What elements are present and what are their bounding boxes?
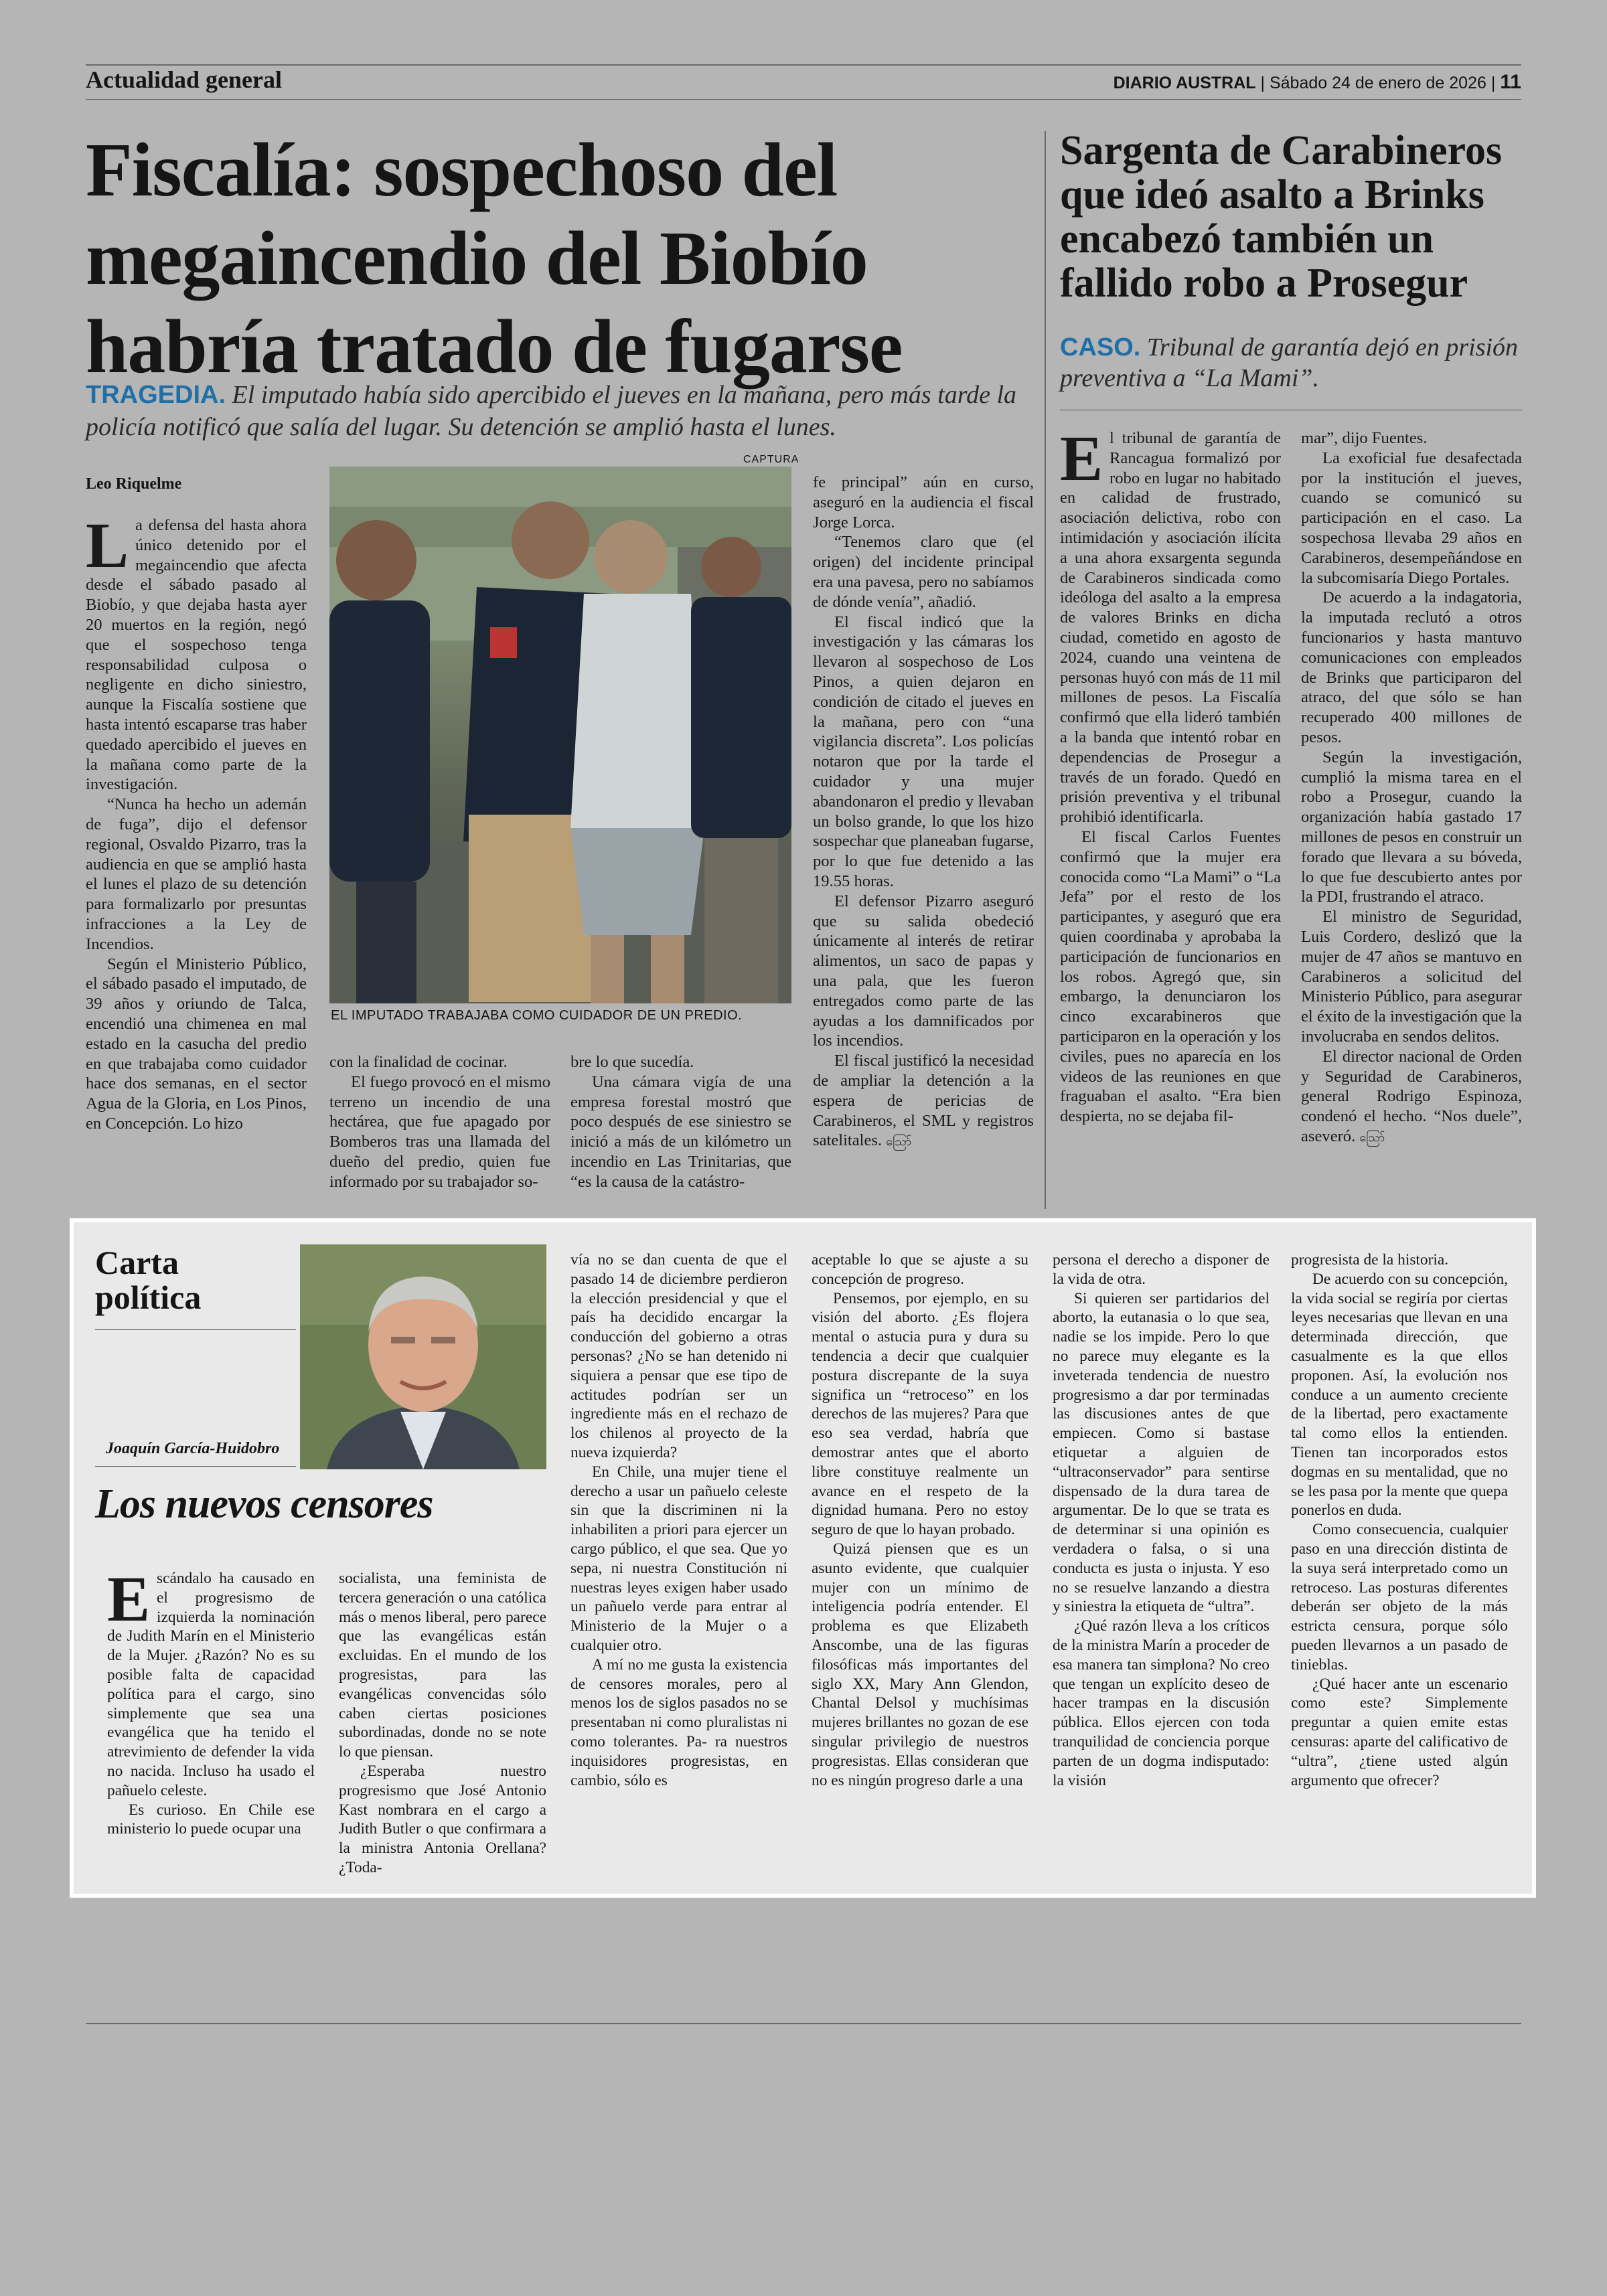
author-rule — [95, 1466, 296, 1467]
photo-caption: EL IMPUTADO TRABAJABA COMO CUIDADOR DE UN PREDIO. — [331, 1008, 743, 1023]
end-mark-icon: ဪ — [886, 1135, 912, 1149]
header-rule — [86, 99, 1521, 100]
news-photo — [329, 467, 791, 1003]
main-byline: Leo Riquelme — [86, 475, 182, 493]
main-headline: Fiscalía: sospechoso del megaincendio del Biobío habría tratado de fugarse — [86, 127, 903, 389]
opinion-col-1: Escándalo ha causado en el progresismo de izquierda la nominación de Judith Marín en el Ministerio de la Mujer. ¿Razón? No es su posible falta de capacidad política para el cargo, sino simplemente que sea una evangélica que ha tenido el atrevimiento de defender la vida no nacida. Incluso ha usado el pañuelo celeste. Es curioso. En Chile ese ministerio lo puede ocupar una — [107, 1563, 315, 1838]
section-label: Actualidad general — [86, 66, 282, 93]
masthead: DIARIO AUSTRAL | Sábado 24 de enero de 2026 | 11 — [1113, 71, 1521, 93]
top-rule — [86, 64, 1521, 66]
bottom-rule — [86, 2023, 1521, 2024]
column-title: Los nuevos censores — [95, 1481, 433, 1527]
column-label-rule — [95, 1329, 296, 1330]
side-kicker: CASO. — [1060, 333, 1141, 361]
dropcap: E — [107, 1563, 151, 1635]
column-label: Carta política — [95, 1244, 202, 1316]
end-mark-icon: ဪ — [1359, 1130, 1385, 1145]
main-col-3: bre lo que sucedía. Una cámara vigía de una empresa forestal mostró que poco después de ese siniestro se inició a más de un kilómetro un incendio en Las Trinitarias, que “es la causa de la catástro- — [570, 1053, 791, 1191]
author-portrait — [300, 1244, 546, 1469]
side-headline: Sargenta de Carabineros que ideó asalto a Brinks encabezó también un fallido robo a Prosegur — [1060, 128, 1503, 306]
opinion-col-5: persona el derecho a disponer de la vida de otra. Si quieren ser partidarios del aborto, la eutanasia o lo que sea, nadie se los impide. Pero lo que no parece muy elegante es la inveterada tendencia de nuestro progresismo a dar por terminadas las discusiones antes de que empiecen. Como si bastase etiquetar a alguien de “ultraconservador” para sentirse dispensado de la dura tarea de argumentar. De lo que se trata es de determinar si una opinión es verdadera o falsa, o si una conducta es justa o injusta. Y eso no se resuelve lanzando a diestra y siniestra la etiqueta de “ultra”. ¿Qué razón lleva a los críticos de la ministra Marín a proceder de esa manera tan simplona? No creo que tengan un explícito deseo de hacer trampas en la discusión pública. Ellos ejercen con toda tranquilidad de conciencia porque parten de un dogma indisputado: la visión — [1053, 1251, 1270, 1789]
main-col-4: fe principal” aún en curso, aseguró en la audiencia el fiscal Jorge Lorca. “Tenemos claro que (el origen) del incidente principal era una pavesa, pero no sabíamos de dónde venía”, añadió. El fiscal indicó que la investigación y las cámaras los llevaron al sospechoso de Los Pinos, a quien dejaron en condición de citado el jueves en la mañana, pero con “una vigilancia discreta”. Los policías notaron que por la tarde el cuidador y una mujer abandonaron el predio y llevaban un bolso grande, lo que los hizo sospechar que planeaban fugarse, por lo que fue detenido a las 19.55 horas. El defensor Pizarro aseguró que su salida obedeció únicamente al interés de retirar alimentos, un saco de papas y una pala, que les fueron entregados como parte de las ayudas a los damnificados por los incendios. El fiscal justificó la necesidad de ampliar la detención a la espera de pericias de Carabineros, el SML y registros satelitales. ဪ — [813, 473, 1034, 1150]
side-dek: CASO. Tribunal de garantía dejó en prisión preventiva a “La Mami”. — [1060, 333, 1519, 392]
main-kicker: TRAGEDIA. — [86, 381, 226, 409]
main-col-1: La defensa del hasta ahora único detenido por el megaincendio que afecta desde el sábado pasado al Biobío, y que dejaba hasta ayer 20 muertos en la región, negó que el sospechoso tenga responsabilidad culposa o negligente en dicho siniestro, aunque la Fiscalía sostiene que hasta intentó escaparse tras haber quedado apercibido el jueves en la mañana como parte de la investigación. “Nunca ha hecho un ademán de fuga”, dijo el defensor regional, Osvaldo Pizarro, tras la audiencia en que se amplió hasta el lunes el plazo de su detención para formalizarlo por presuntas infracciones a la Ley de Incendios. Según el Ministerio Público, el sábado pasado el imputado, de 39 años y oriundo de Talca, encendió una chimenea en mal estado en la casucha del predio en que trabajaba como cuidador hace dos semanas, en el sector Agua de la Gloria, en Los Pinos, en Concepción. Lo hizo — [86, 509, 307, 1133]
opinion-col-4: aceptable lo que se ajuste a su concepción de progreso. Pensemos, por ejemplo, en su visión del aborto. ¿Es flojera mental o astucia pura y dura su tendencia a decir que cualquier postura discrepante de la suya significa un “retroceso” en los derechos de las mujeres? Para que eso sea verdad, habría que demostrar antes que el aborto libre constituye realmente un avance en el respeto de la dignidad humana. Pero no estoy seguro de que lo hayan probado. Quizá piensen que es un asunto evidente, que cualquier mujer con un mínimo de inteligencia podría entender. El problema es que Elizabeth Anscombe, una de las figuras filosóficas más importantes del siglo XX, Mary Ann Glendon, Chantal Delsol y muchísimas mujeres brillantes no gozan de ese singular privilegio de nuestros progresistas. Ellas consideran que no es ningún progreso darle a una — [812, 1251, 1028, 1789]
author-name: Joaquín García-Huidobro — [106, 1440, 280, 1457]
photo-credit: CAPTURA — [743, 454, 799, 465]
main-col-2: con la finalidad de cocinar. El fuego provocó en el mismo terreno un incendio de una hectárea, que fue apagado por Bomberos tras una llamada del dueño del predio, quien fue informado por su trabajador so- — [329, 1053, 550, 1191]
opinion-col-3: vía no se dan cuenta de que el pasado 14 de diciembre perdieron la elección presidencial y que el país ha decidido encargar la conducción del gobierno a otras personas? ¿No se han detenido ni siquiera a pensar que ese tipo de actitudes podrían ser un ingrediente más en el rechazo de los chilenos al proyecto de la nueva izquierda? En Chile, una mujer tiene el derecho a usar un pañuelo celeste sin que la discriminen ni la inhabiliten a priori para ejercer un cargo público, el que sea. Que yo sepa, ni nuestra Constitución ni nuestras leyes exigen haber usado un pañuelo verde para entrar al Ministerio de la Mujer o a cualquier otro. A mí no me gusta la existencia de censores morales, pero al menos los de siglos pasados no se presentaban ni como pluralistas ni como tolerantes. Pa- ra nuestros inquisidores progresistas, en cambio, sólo es — [570, 1251, 787, 1789]
paper-name: DIARIO AUSTRAL — [1113, 74, 1256, 92]
side-col-1: El tribunal de garantía de Rancagua formalizó por robo en lugar no habitado en calidad de frustrado, asociación delictiva, robo con intimidación y asociación ilícita a una ahora exsargenta segunda de Carabineros sindicada como ideóloga del asalto a la empresa de valores Brinks en dicha ciudad, cometido en agosto de 2024, cuando una veintena de personas huyó con más de 11 mil millones de pesos. La Fiscalía confirmó que ella lideró también a la banda que intentó robar en dependencias de Prosegur a través de un forado. Quedó en prisión preventiva y el tribunal prohibió identificarla. El fiscal Carlos Fuentes confirmó que la mujer era conocida como “La Mami” o “La Jefa” por el resto de los participantes, y aseguró que era quien coordinaba y aprobaba la participación de funcionarios en los robos. Agregó que, sin embargo, la denunciaron los cinco excarabineros que participaron en la operación y los civiles, pues no aparecía en los videos de las reuniones en que fraguaban el asalto. “Era bien despierta, no se dejaba fil- — [1060, 422, 1281, 1126]
main-dek: TRAGEDIA. El imputado había sido apercibido el jueves en la mañana, pero más tarde la policía notificó que salía del lugar. Su detención se amplió hasta el lunes. — [86, 381, 1017, 441]
dropcap: L — [86, 509, 129, 581]
opinion-col-2: socialista, una feminista de tercera generación o una católica más o menos liberal, pero parece que las evangélicas están excluidas. En el mundo de los progresistas, para las evangélicas convencidas sólo caben ciertas posiciones subordinadas, donde no se note lo que piensan. ¿Esperaba nuestro progresismo que José Antonio Kast nombrara en el cargo a Judith Butler o que confirmara a la ministra Antonia Orellana? ¿Toda- — [339, 1570, 546, 1876]
page-number: 11 — [1500, 71, 1521, 93]
dropcap: E — [1060, 422, 1103, 494]
story-divider — [1045, 131, 1046, 1209]
issue-date: Sábado 24 de enero de 2026 — [1269, 74, 1486, 92]
side-col-2: mar”, dijo Fuentes. La exoficial fue desafectada por la institución el jueves, cuando se comunicó su participación en el caso. La sospechosa llevaba 29 años en Carabineros, desempeñándose en la subcomisaría Diego Portales. De acuerdo a la indagatoria, la imputada reclutó a otros funcionarios y hasta mantuvo comunicaciones con empleados de Brinks que participaron del atraco, del que sólo se han recuperado 400 millones de pesos. Según la investigación, cumplió la misma tarea en el robo a Prosegur, cuando la organización había gastado 17 millones de pesos en construir un forado que llevara a su bóveda, lo que fue descubierto antes por la PDI, frustrando el atraco. El ministro de Seguridad, Luis Cordero, deslizó que la mujer de 47 años se mantuvo en Carabineros a solicitud del Ministerio Público, para asegurar el éxito de la investigación que la involucraba en sendos delitos. El director nacional de Orden y Seguridad de Carabineros, general Rodrigo Espinoza, condenó el hecho. “Nos duele”, aseveró. ဪ — [1301, 429, 1522, 1145]
opinion-col-6: progresista de la historia. De acuerdo con su concepción, la vida social se regiría por ciertas leyes necesarias que llevan en una determinada dirección, que casualmente es la que ellos proponen. Así, la evolución nos conduce a un aumento creciente de la libertad, pero exactamente tal como ellos la entienden. Tienen tan incorporados estos dogmas en su mentalidad, que no se les pasa por la mente que quepa ponerlos en duda. Como consecuencia, cualquier paso en una dirección distinta de la suya será interpretado como un retroceso. Las posturas diferentes deberán ser objeto de la más estricta censura, porque sólo pueden llevarnos a un pasado de tinieblas. ¿Qué hacer ante un escenario como este? Simplemente preguntar a quien emite estas censuras: aparte del calificativo de “ultra”, ¿tiene usted algún argumento que ofrecer? — [1291, 1251, 1508, 1789]
